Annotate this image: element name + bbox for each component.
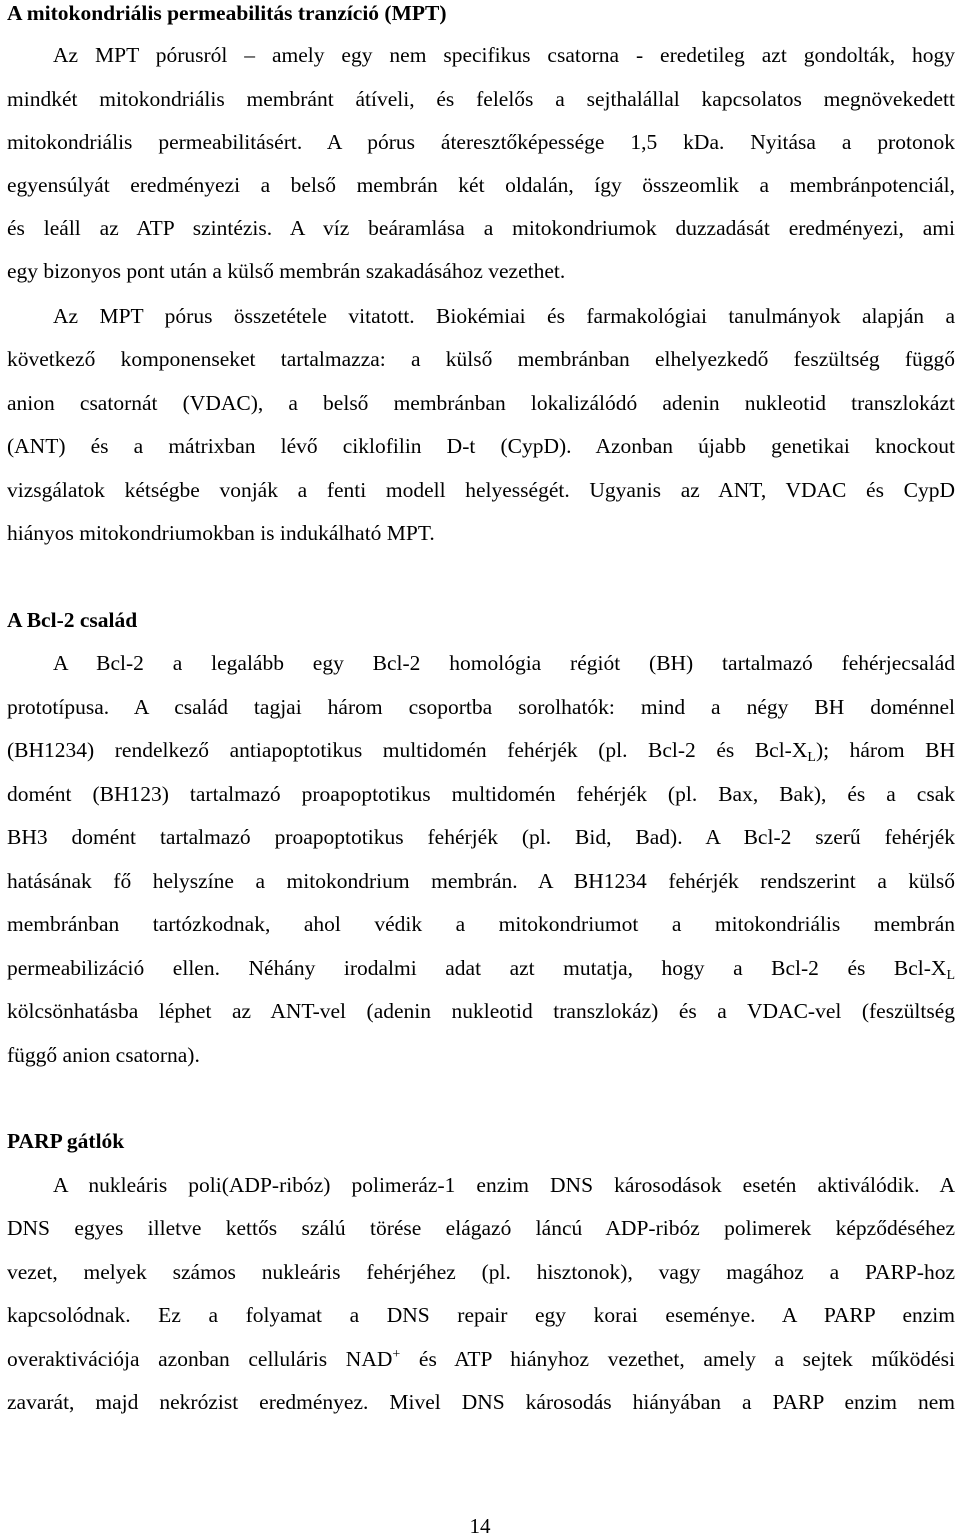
paragraph-line [7,955,955,981]
paragraph-line: prototípusa. A család tagjai három csoportba sorolhatók: mind a négy BH doménnel [7,695,955,719]
paragraph-line: zavarát, majd nekrózist eredményez. Mivel DNS károsodás hiányában a PARP enzim nem [7,1390,955,1414]
paragraph-line: egyensúlyát eredményezi a belső membrán két oldalán, így összeomlik a membránpotenciál, [7,173,955,197]
paragraph-line: kölcsönhatásba léphet az ANT-vel (adenin nukleotid transzlokáz) és a VDAC-vel (feszültség [7,999,955,1023]
line-text: ); három BH [815,738,955,762]
paragraph-line: mindkét mitokondriális membránt átíveli, és felelős a sejthalállal kapcsolatos megnövekedett [7,87,955,111]
paragraph-line: membránban tartózkodnak, ahol védik a mitokondriumot a mitokondriális membrán [7,912,955,936]
paragraph-line: domént (BH123) tartalmazó proapoptotikus multidomén fehérjék (pl. Bax, Bak), és a csak [7,782,955,806]
paragraph-line: vezet, melyek számos nukleáris fehérjéhez (pl. hisztonok), vagy magához a PARP-hoz [7,1260,955,1284]
subscript: L [946,968,955,983]
paragraph-line: anion csatornát (VDAC), a belső membránban lokalizálódó adenin nukleotid transzlokázt [7,391,955,415]
paragraph-line: DNS egyes illetve kettős szálú törése elágazó láncú ADP-ribóz polimerek képződéséhez [7,1216,955,1240]
superscript: + [392,1347,401,1362]
line-text: és ATP hiányhoz vezethet, amely a sejtek működési [400,1347,955,1371]
paragraph-line: és leáll az ATP szintézis. A víz beáramlása a mitokondriumok duzzadását eredményezi, ami [7,216,955,240]
paragraph-line: Az MPT pórusról – amely egy nem specifikus csatorna - eredetileg azt gondolták, hogy [53,43,955,67]
line-text: permeabilizáció ellen. Néhány irodalmi adat azt mutatja, hogy a Bcl-2 és Bcl-X [7,956,947,980]
subscript: L [807,750,816,765]
paragraph-line: hatásának fő helyszíne a mitokondrium membrán. A BH1234 fehérjék rendszerint a külső [7,869,955,893]
line-text: overaktivációja azonban celluláris NAD [7,1347,393,1371]
paragraph-line: (ANT) és a mátrixban lévő ciklofilin D-t (CypD). Azonban újabb genetikai knockout [7,434,955,458]
section-heading-mpt: A mitokondriális permeabilitás tranzíció (MPT) [7,1,447,25]
section-heading-bcl2: A Bcl-2 család [7,608,138,632]
page-number: 14 [469,1514,491,1538]
paragraph-line [7,737,955,763]
paragraph-line: vizsgálatok kétségbe vonják a fenti modell helyességét. Ugyanis az ANT, VDAC és CypD [7,478,955,502]
paragraph-line: A Bcl-2 a legalább egy Bcl-2 homológia régiót (BH) tartalmazó fehérjecsalád [53,651,955,675]
paragraph-line: következő komponenseket tartalmazza: a külső membránban elhelyezkedő feszültség függő [7,347,955,371]
paragraph-line: egy bizonyos pont után a külső membrán szakadásához vezethet. [7,259,566,283]
paragraph-line: kapcsolódnak. Ez a folyamat a DNS repair egy korai eseménye. A PARP enzim [7,1303,955,1327]
line-text: (BH1234) rendelkező antiapoptotikus multidomén fehérjék (pl. Bcl-2 és Bcl-X [7,738,808,762]
paragraph-line: hiányos mitokondriumokban is indukálható MPT. [7,521,435,545]
paragraph-line: függő anion csatorna). [7,1043,200,1067]
paragraph-line: A nukleáris poli(ADP-ribóz) polimeráz-1 enzim DNS károsodások esetén aktiválódik. A [53,1173,955,1197]
paragraph-line: BH3 domént tartalmazó proapoptotikus fehérjék (pl. Bid, Bad). A Bcl-2 szerű fehérjék [7,825,955,849]
section-heading-parp: PARP gátlók [7,1129,125,1153]
paragraph-line: Az MPT pórus összetétele vitatott. Biokémiai és farmakológiai tanulmányok alapján a [53,304,955,328]
paragraph-line [7,1346,955,1372]
paragraph-line: mitokondriális permeabilitásért. A pórus áteresztőképessége 1,5 kDa. Nyitása a protonok [7,130,955,154]
